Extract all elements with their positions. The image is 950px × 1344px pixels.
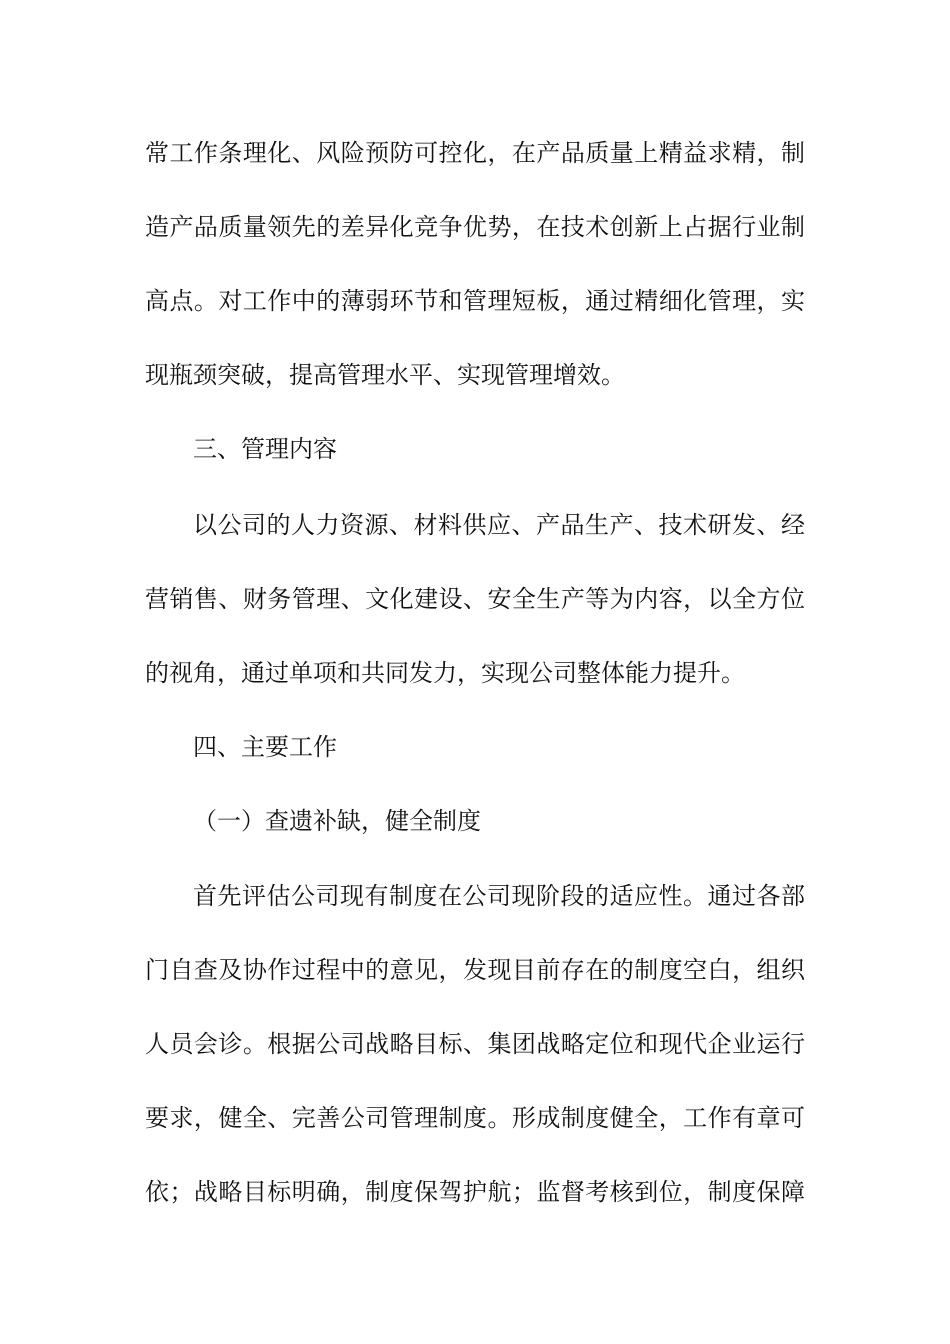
body-text-line: 以公司的人力资源、材料供应、产品生产、技术研发、经 — [193, 511, 805, 539]
body-text-line: 常工作条理化、风险预防可控化，在产品质量上精益求精，制 — [145, 139, 805, 167]
body-text-line: 的视角，通过单项和共同发力，实现公司整体能力提升。 — [145, 659, 745, 687]
body-text-line: 现瓶颈突破，提高管理水平、实现管理增效。 — [145, 361, 625, 389]
section-heading-4: 四、主要工作 — [193, 733, 337, 761]
body-text-line: 首先评估公司现有制度在公司现阶段的适应性。通过各部 — [193, 882, 805, 910]
body-text-line: 高点。对工作中的薄弱环节和管理短板，通过精细化管理，实 — [145, 287, 805, 315]
subsection-heading-1: （一）查遗补缺，健全制度 — [193, 807, 481, 835]
body-text-line: 依；战略目标明确，制度保驾护航；监督考核到位，制度保障 — [145, 1178, 805, 1206]
body-text-line: 营销售、财务管理、文化建设、安全生产等为内容，以全方位 — [145, 585, 805, 613]
body-text-line: 造产品质量领先的差异化竞争优势，在技术创新上占据行业制 — [145, 213, 805, 241]
body-text-line: 人员会诊。根据公司战略目标、集团战略定位和现代企业运行 — [145, 1030, 805, 1058]
body-text-line: 要求，健全、完善公司管理制度。形成制度健全，工作有章可 — [145, 1104, 805, 1132]
section-heading-3: 三、管理内容 — [193, 435, 337, 463]
body-text-line: 门自查及协作过程中的意见，发现目前存在的制度空白，组织 — [145, 956, 805, 984]
